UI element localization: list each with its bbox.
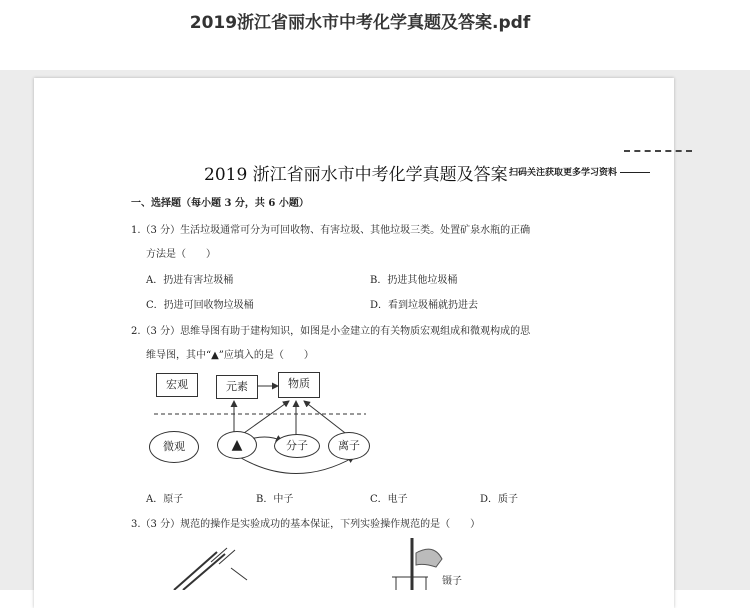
q1-line2: 方法是（ ） — [146, 249, 216, 260]
promo-text — [509, 165, 650, 178]
q2-line2: 维导图，其中“▲”应填入的是（ ） — [146, 350, 314, 361]
q2-option-a: A．原子 — [146, 494, 184, 505]
q2-option-c: C．电子 — [370, 494, 408, 505]
test-tube-illustration — [169, 540, 259, 590]
pdf-page — [34, 78, 674, 608]
node-substance: 物质 — [278, 372, 320, 398]
q1-option-b: B．扔进其他垃圾桶 — [370, 275, 458, 286]
node-micro: 微观 — [149, 431, 199, 463]
q1-line1: 1.（3 分）生活垃圾通常可分为可回收物、有害垃圾、其他垃圾三类。处置矿泉水瓶的正确 — [131, 225, 531, 236]
section-heading: 一、选择题（每小题 3 分，共 6 小题） — [131, 198, 309, 209]
viewer-title-bar — [0, 0, 750, 70]
node-element: 元素 — [216, 375, 258, 399]
q1-option-d: D．看到垃圾桶就扔进去 — [370, 300, 479, 311]
file-title: 2019浙江省丽水市中考化学真题及答案.pdf — [189, 13, 531, 33]
q3-line1: 3.（3 分）规范的操作是实验成功的基本保证，下列实验操作规范的是（ ） — [131, 519, 481, 530]
node-molecule: 分子 — [274, 434, 320, 458]
promo-line — [620, 172, 650, 173]
node-macro: 宏观 — [156, 373, 198, 397]
tweezers-label: 镊子 — [442, 576, 462, 587]
q1-option-c: C．扔进可回收物垃圾桶 — [146, 300, 254, 311]
q2-line1: 2.（3 分）思维导图有助于建构知识，如图是小金建立的有关物质宏观组成和微观构成的思 — [131, 326, 531, 337]
q1-option-a: A．扔进有害垃圾桶 — [146, 275, 234, 286]
promo-label: 扫码关注获取更多学习资料 — [509, 168, 618, 178]
document-title: 2019 浙江省丽水市中考化学真题及答案 — [204, 165, 508, 185]
q2-option-b: B．中子 — [256, 494, 294, 505]
node-triangle: ▲ — [217, 431, 257, 459]
q2-option-d: D．质子 — [480, 494, 519, 505]
header-mark — [624, 150, 692, 155]
node-ion: 离子 — [328, 432, 370, 460]
